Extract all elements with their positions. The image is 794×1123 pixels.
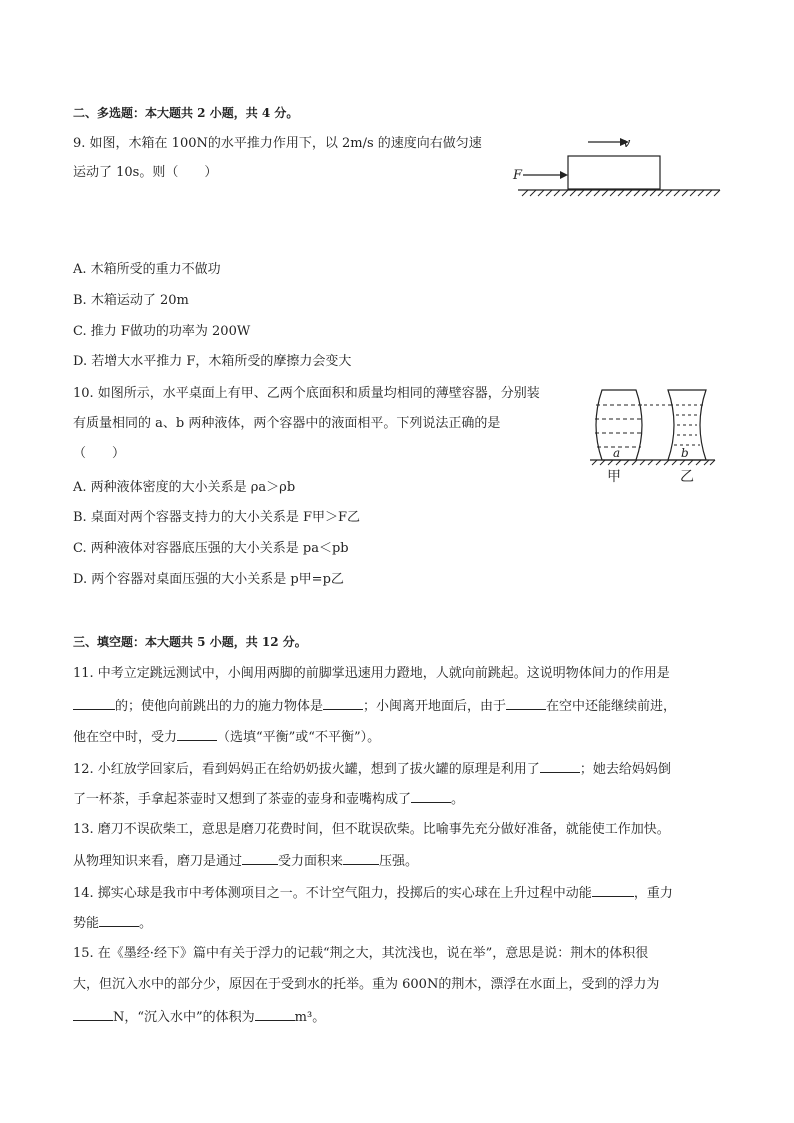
q9-option-d: D. 若增大水平推力 F，木箱所受的摩擦力会变大 <box>73 354 352 369</box>
q10-text-line1: 10. 如图所示，水平桌面上有甲、乙两个底面积和质量均相同的薄壁容器，分别装 <box>73 386 540 401</box>
answer-blank[interactable] <box>343 852 379 865</box>
q9-text-line2: 运动了 10s。则（ ） <box>73 165 218 180</box>
q9-option-b: B. 木箱运动了 20m <box>73 293 189 308</box>
q10-label-jia: 甲 <box>607 469 621 485</box>
q10-option-c: C. 两种液体对容器底压强的大小关系是 pa＜pb <box>73 541 349 556</box>
q11-text-line3: 他在空中时，受力 （选填“平衡”或“不平衡”）。 <box>73 730 381 745</box>
answer-blank[interactable] <box>255 1008 295 1021</box>
q10-label-a: a <box>613 446 621 460</box>
q10-label-yi: 乙 <box>680 469 694 485</box>
q9-force-label: F <box>513 168 523 183</box>
q15-text-line1: 15. 在《墨经·经下》篇中有关于浮力的记载“荆之大，其沈浅也，说在举”，意思是说：荆木的体积很 <box>73 946 649 961</box>
answer-blank[interactable] <box>99 914 139 927</box>
q14-text-line2: 势能 。 <box>73 916 153 931</box>
q12-text-line1: 12. 小红放学回家后，看到妈妈正在给奶奶拔火罐，想到了拔火罐的原理是利用了 ；她去给妈妈倒 <box>73 762 671 777</box>
answer-blank[interactable] <box>592 884 634 897</box>
answer-blank[interactable] <box>506 697 546 710</box>
q11-text-line2: 的；使他向前跳出的力的施力物体是 ；小闽离开地面后，由于 在空中还能继续前进， <box>73 697 676 715</box>
answer-blank[interactable] <box>540 760 580 773</box>
q10-option-d: D. 两个容器对桌面压强的大小关系是 p甲=p乙 <box>73 572 344 587</box>
answer-blank[interactable] <box>73 697 115 710</box>
q9-option-c: C. 推力 F做功的功率为 200W <box>73 324 251 339</box>
q15-text-line3: N，“沉入水中”的体积为 m³。 <box>73 1008 325 1026</box>
q11-text-line1: 11. 中考立定跳远测试中，小闽用两脚的前脚掌迅速用力蹬地，人就向前跳起。这说明物体间力的作用是 <box>73 666 670 681</box>
q10-option-b: B. 桌面对两个容器支持力的大小关系是 F甲＞F乙 <box>73 510 360 525</box>
answer-blank[interactable] <box>411 790 451 803</box>
q10-option-a: A. 两种液体密度的大小关系是 ρa＞ρb <box>73 480 296 495</box>
q12-text-line2: 了一杯茶，手拿起茶壶时又想到了茶壶的壶身和壶嘴构成了 。 <box>73 792 465 807</box>
q13-text-line2: 从物理知识来看，磨刀是通过 受力面积来 压强。 <box>73 854 419 869</box>
answer-blank[interactable] <box>73 1008 113 1021</box>
section-header-multiple-choice: 二、多选题：本大题共 2 小题，共 4 分。 <box>73 106 299 120</box>
q10-containers-figure <box>590 385 720 485</box>
q9-option-a: A. 木箱所受的重力不做功 <box>73 262 221 277</box>
q9-text-line1: 9. 如图，木箱在 100N的水平推力作用下，以 2m/s 的速度向右做匀速 <box>73 136 482 151</box>
answer-blank[interactable] <box>242 852 278 865</box>
q9-box-figure <box>508 130 728 205</box>
answer-blank[interactable] <box>323 697 363 710</box>
section-header-fill-blank: 三、填空题：本大题共 5 小题，共 12 分。 <box>73 635 307 649</box>
q10-text-line2: 有质量相同的 a、b 两种液体，两个容器中的液面相平。下列说法正确的是 <box>73 416 501 431</box>
q14-text-line1: 14. 掷实心球是我市中考体测项目之一。不计空气阻力，投掷后的实心球在上升过程中动能 ，重力 <box>73 886 673 901</box>
q9-velocity-label: v <box>623 136 631 151</box>
answer-blank[interactable] <box>177 728 217 741</box>
q15-text-line2: 大，但沉入水中的部分少，原因在于受到水的托举。重为 600N的荆木，漂浮在水面上，受到的浮力为 <box>73 977 660 992</box>
q10-text-line3: （ ） <box>73 446 126 461</box>
q10-label-b: b <box>681 446 689 460</box>
q13-text-line1: 13. 磨刀不误砍柴工，意思是磨刀花费时间，但不耽误砍柴。比喻事先充分做好准备，就能使工作加快。 <box>73 822 670 837</box>
